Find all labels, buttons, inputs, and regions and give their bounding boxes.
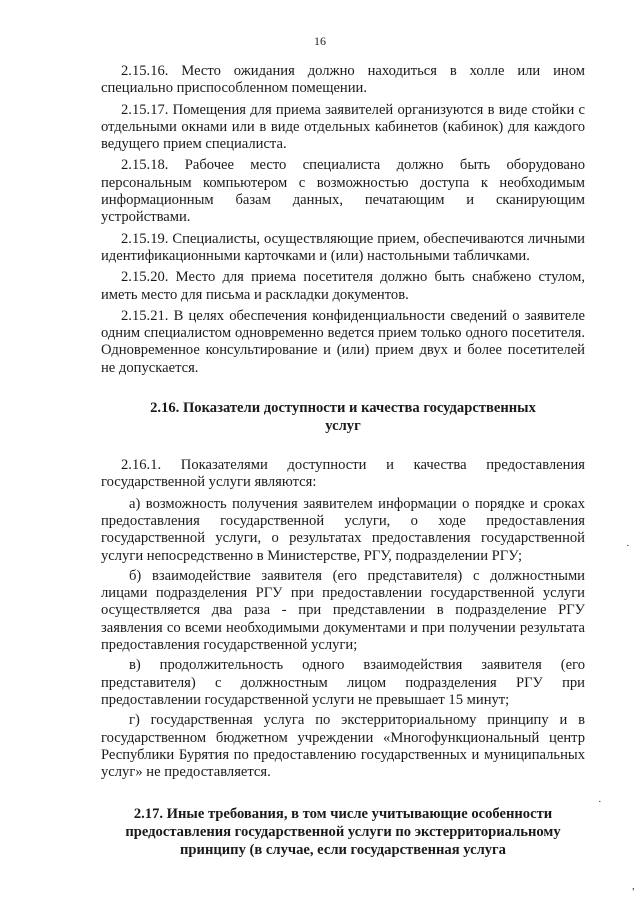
list-item-v: в) продолжительность одного взаимодействия заявителя (его представителя) с должностным лицом подразделения РГУ при предоставлении государственной услуги не превышает 15 минут; [101, 657, 585, 708]
list-item-g: г) государственная услуга по экстерриториальному принципу и в государственном бюджетном учреждении «Многофункциональный центр Республики Бурятия по предоставлению государственных и муниципальных услуг» не предоставляется. [101, 712, 585, 781]
paragraph-2-15-17: 2.15.17. Помещения для приема заявителей организуются в виде стойки с отдельными окнами или в виде отдельных кабинетов (кабинок) для каждого ведущего прием специалиста. [101, 101, 585, 153]
page-number: 16 [314, 34, 326, 48]
paragraph-2-15-21: 2.15.21. В целях обеспечения конфиденциальности сведений о заявителе одним специалистом одновременно ведется прием только одного посетителя. Одновременное консультирование и (или) прием двух и более посетителей не допускается. [101, 307, 585, 376]
scan-artifact: · [598, 796, 602, 808]
section-heading-2-16: 2.16. Показатели доступности и качества государственных услуг [150, 400, 536, 435]
paragraph-2-15-18: 2.15.18. Рабочее место специалиста должно быть оборудовано персональным компьютером с возможностью доступа к необходимым информационным базам данных, печатающим и сканирующим устройствами. [101, 157, 585, 226]
scan-artifact: · [626, 540, 630, 552]
list-item-b: б) взаимодействие заявителя (его представителя) с должностными лицами подразделения РГУ при предоставлении государственной услуги осуществляется два раза - при представлении в подразделение РГУ заявления со всеми необходимыми документами и при получении результата предоставления государственной услуги; [101, 567, 585, 654]
paragraph-2-15-19: 2.15.19. Специалисты, осуществляющие прием, обеспечиваются личными идентификационными карточками и (или) настольными табличками. [101, 230, 585, 264]
scan-artifact: , [632, 880, 635, 892]
list-item-a: а) возможность получения заявителем информации о порядке и сроках предоставления государственной услуги, о ходе предоставления государственной услуги, о результатах предоставления государственной услуги непосредственно в Министерстве, РГУ, подразделении РГУ; [101, 495, 585, 564]
paragraph-2-16-1: 2.16.1. Показателями доступности и качества предоставления государственной услуги являются: [101, 457, 585, 491]
paragraph-2-15-20: 2.15.20. Место для приема посетителя должно быть снабжено стулом, иметь место для письма и раскладки документов. [101, 269, 585, 303]
section-heading-2-17: 2.17. Иные требования, в том числе учитывающие особенности предоставления государственной услуги по экстерриториальному принципу (в случае, если государственная услуга [125, 806, 561, 859]
document-body [101, 63, 585, 859]
paragraph-2-15-16: 2.15.16. Место ожидания должно находиться в холле или ином специально приспособленном помещении. [101, 63, 585, 97]
